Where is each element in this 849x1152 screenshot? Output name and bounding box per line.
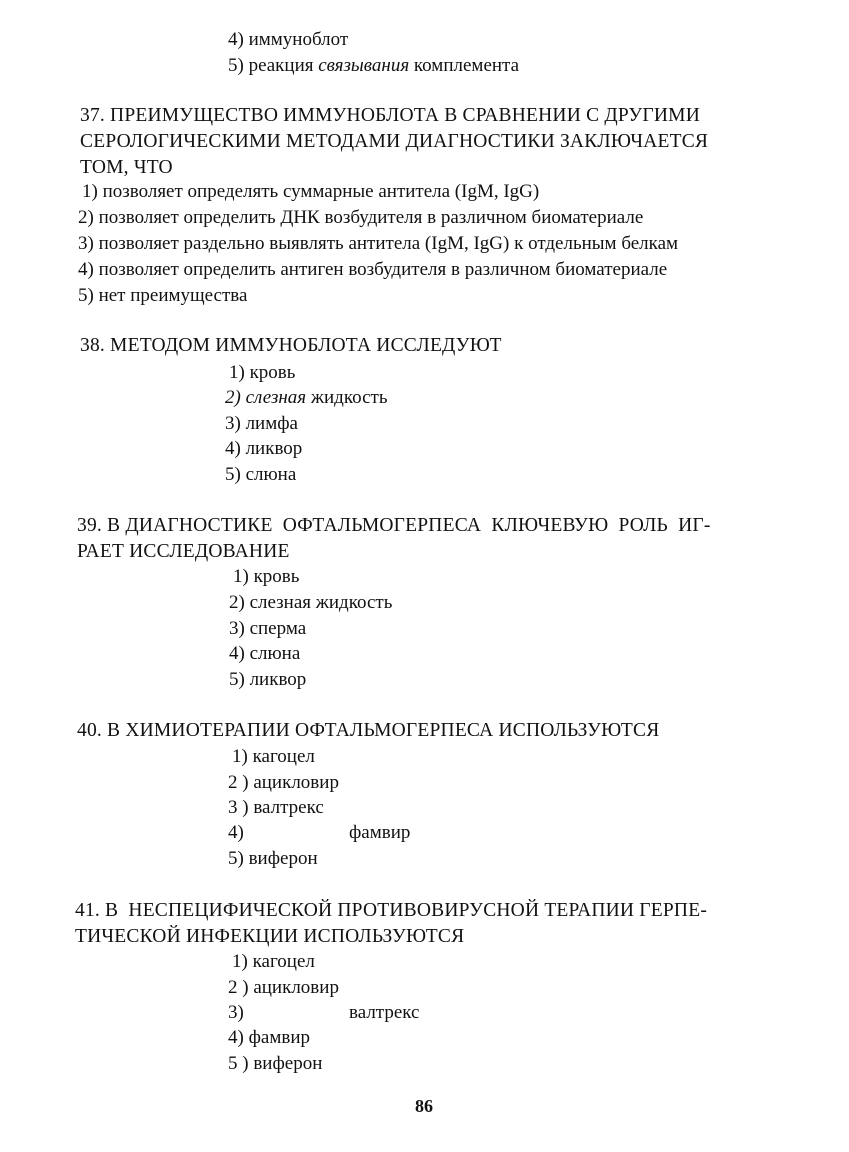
q38-option-2 <box>225 386 387 410</box>
option-text: 5) реакция <box>228 55 319 76</box>
q40-option-3: 3 ) валтрекс <box>228 797 324 818</box>
option-4-immunoblot: 4) иммуноблот <box>228 29 349 50</box>
q37-option-4: 4) позволяет определить антиген возбудителя в различном биоматериале <box>78 259 668 280</box>
option-italic-text: 2) слезная <box>225 387 307 408</box>
q37-option-3: 3) позволяет раздельно выявлять антитела (IgM, IgG) к отдельным белкам <box>78 233 679 254</box>
question-41-line-2: ТИЧЕСКОЙ ИНФЕКЦИИ ИСПОЛЬЗУЮТСЯ <box>75 926 465 947</box>
q41-option-4: 4) фамвир <box>228 1027 310 1048</box>
q40-option-4-text: фамвир <box>349 822 411 843</box>
question-37-line-3: ТОМ, ЧТО <box>80 157 173 178</box>
q38-option-5: 5) слюна <box>225 464 297 485</box>
q39-option-1: 1) кровь <box>233 566 300 587</box>
question-37-line-1: 37. ПРЕИМУЩЕСТВО ИММУНОБЛОТА В СРАВНЕНИИ С ДРУГИМИ <box>80 105 700 126</box>
q38-option-4: 4) ликвор <box>225 438 303 459</box>
q39-option-3: 3) сперма <box>229 618 307 639</box>
q39-option-5: 5) ликвор <box>229 669 307 690</box>
q37-option-1: 1) позволяет определять суммарные антитела (IgM, IgG) <box>82 181 540 202</box>
q41-option-5: 5 ) виферон <box>228 1053 323 1074</box>
question-38: 38. МЕТОДОМ ИММУНОБЛОТА ИССЛЕДУЮТ <box>80 335 502 356</box>
q37-option-2: 2) позволяет определить ДНК возбудителя в различном биоматериале <box>78 207 644 228</box>
page-number: 86 <box>415 1096 433 1116</box>
option-text: комплемента <box>409 55 520 76</box>
q40-option-4-number: 4) <box>228 822 244 843</box>
option-5-complement-fixation <box>228 54 519 78</box>
q39-option-4: 4) слюна <box>229 643 301 664</box>
q41-option-1: 1) кагоцел <box>232 951 315 972</box>
q39-option-2: 2) слезная жидкость <box>229 592 393 613</box>
question-39-line-2: РАЕТ ИССЛЕДОВАНИЕ <box>77 541 290 562</box>
q40-option-5: 5) виферон <box>228 848 318 869</box>
option-italic-text: связывания <box>318 55 410 76</box>
question-40: 40. В ХИМИОТЕРАПИИ ОФТАЛЬМОГЕРПЕСА ИСПОЛЬЗУЮТСЯ <box>77 720 660 741</box>
q41-option-3-number: 3) <box>228 1002 244 1023</box>
question-41-line-1: 41. В НЕСПЕЦИФИЧЕСКОЙ ПРОТИВОВИРУСНОЙ ТЕРАПИИ ГЕРПЕ- <box>75 900 708 921</box>
question-39-line-1: 39. В ДИАГНОСТИКЕ ОФТАЛЬМОГЕРПЕСА КЛЮЧЕВУЮ РОЛЬ ИГ- <box>77 515 711 536</box>
q40-option-2: 2 ) ацикловир <box>228 772 339 793</box>
question-37-line-2: СЕРОЛОГИЧЕСКИМИ МЕТОДАМИ ДИАГНОСТИКИ ЗАКЛЮЧАЕТСЯ <box>80 131 709 152</box>
q40-option-1: 1) кагоцел <box>232 746 315 767</box>
q37-option-5: 5) нет преимущества <box>78 285 248 306</box>
q41-option-3-text: валтрекс <box>349 1002 420 1023</box>
option-text: жидкость <box>310 387 388 408</box>
q38-option-1: 1) кровь <box>229 362 296 383</box>
q41-option-2: 2 ) ацикловир <box>228 977 339 998</box>
q38-option-3: 3) лимфа <box>225 413 298 434</box>
